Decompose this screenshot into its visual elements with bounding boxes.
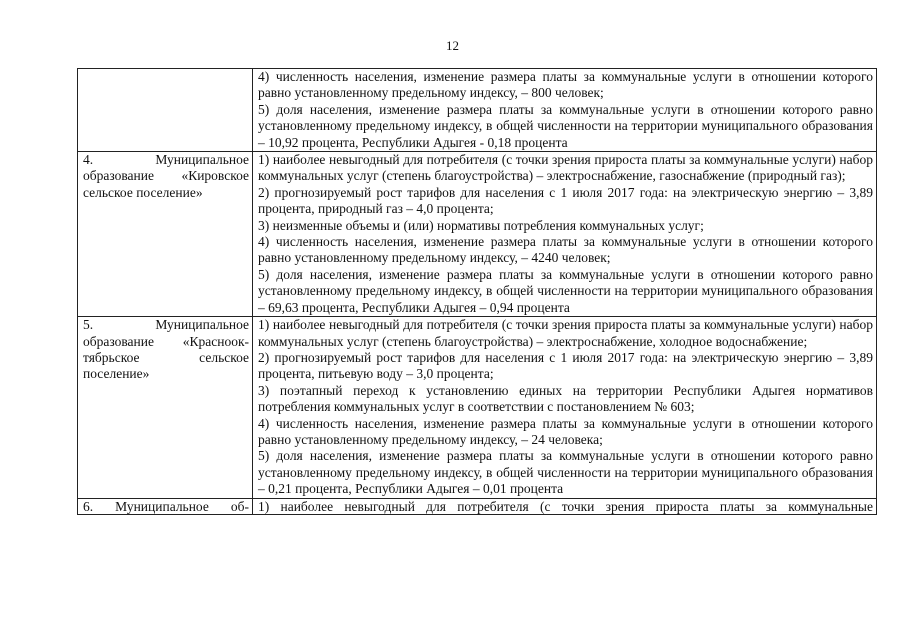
municipality-name-cell (78, 69, 253, 152)
list-item: 5) доля населения, изменение размера платы за коммунальные услуги в отношении которого равно установленному предельному индексу, в общей численности на территории муниципального образования – 10,92 процента, Республики Адыгея - 0,18 процента (258, 101, 873, 150)
list-item: 5) доля населения, изменение размера платы за коммунальные услуги в отношении которого равно установленному предельному индексу, в общей численности на территории муниципального образования – 69,63 процента, Республики Адыгея – 0,94 процента (258, 266, 873, 315)
table-row (78, 317, 877, 498)
description-cell (253, 152, 877, 317)
list-item: 2) прогнозируемый рост тарифов для населения с 1 июля 2017 года: на электрическую энергию – 3,89 процента, питьевую воду – 3,0 процента; (258, 349, 873, 382)
table-row (78, 152, 877, 317)
description-cell (253, 498, 877, 514)
description-cell (253, 317, 877, 498)
list-item: 4) численность населения, изменение размера платы за коммунальные услуги в отношении которого равно установленному предельному индексу, – 800 человек; (258, 69, 873, 101)
description-cell (253, 69, 877, 152)
list-item: 5) доля населения, изменение размера платы за коммунальные услуги в отношении которого равно установленному предельному индексу, в общей численности на территории муниципального образования – 0,21 процента, Республики Адыгея – 0,01 процента (258, 448, 873, 497)
list-item: 3) неизменные объемы и (или) нормативы потребления коммунальных услуг; (258, 217, 704, 233)
municipality-name-cell: 4. Муниципальное образование «Кировское сельское поселение» (78, 152, 253, 317)
table-row (78, 69, 877, 152)
page-number: 12 (446, 38, 459, 53)
list-item: 1) наиболее невыгодный для потребителя (с точки зрения прироста платы за коммунальные (258, 498, 873, 514)
municipality-name-cell (78, 498, 253, 514)
municipality-name-cell: 5. Муниципальное образование «Краснооктябрьское сельское поселение» (78, 317, 253, 498)
list-item: 1) наиболее невыгодный для потребителя (с точки зрения прироста платы за коммунальные услуги) набор коммунальных услуг (степень благоустройства) – электроснабжение, газоснабжение (природный газ); (258, 152, 873, 184)
list-item: 4) численность населения, изменение размера платы за коммунальные услуги в отношении которого равно установленному предельному индексу, – 24 человека; (258, 415, 873, 447)
list-item: 2) прогнозируемый рост тарифов для населения с 1 июля 2017 года: на электрическую энергию – 3,89 процента, природный газ – 4,0 процента; (258, 184, 873, 217)
list-item: 3) поэтапный переход к установлению единых на территории Республики Адыгея нормативов потребления коммунальных услуг в соответствии с постановлением № 603; (258, 382, 873, 415)
municipality-name-text: 6. Муниципальное об- (83, 498, 249, 514)
municipal-tariff-table (77, 68, 877, 515)
list-item: 1) наиболее невыгодный для потребителя (с точки зрения прироста платы за коммунальные услуги) набор коммунальных услуг (степень благоустройства) – электроснабжение, холодное водоснабжение; (258, 317, 873, 349)
list-item: 4) численность населения, изменение размера платы за коммунальные услуги в отношении которого равно установленному предельному индексу, – 4240 человек; (258, 234, 873, 266)
table-row (78, 498, 877, 514)
